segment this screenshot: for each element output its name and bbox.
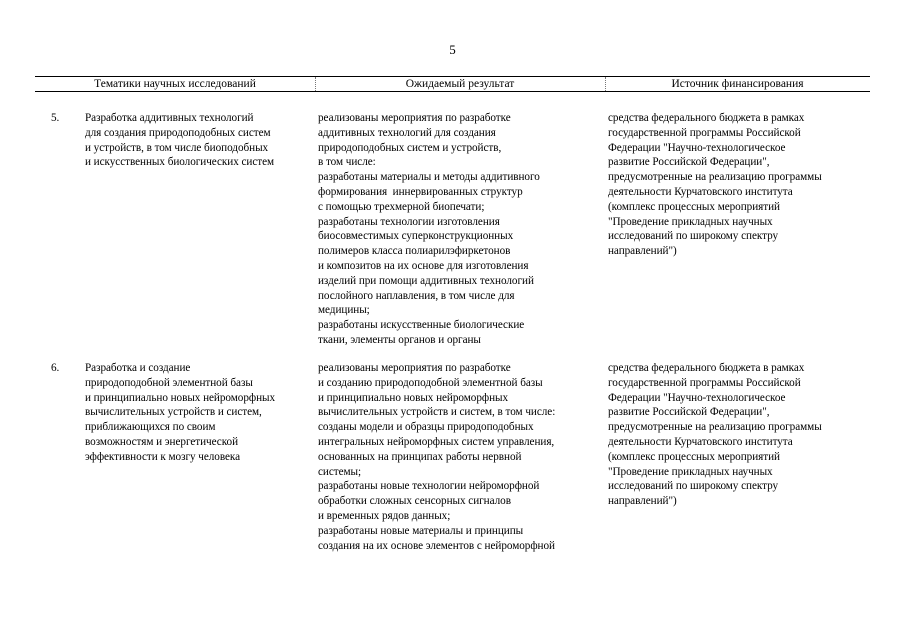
table-header-top-rule: [35, 76, 870, 77]
expected-result: реализованы мероприятия по разработке и созданию природоподобной элементной базы и принципиально новых нейроморфных вычислительных устройств и систем, в том числе: созданы модели и образцы природоподобных интегральных нейроморфных систем управления, основанных на принципах работы нервной системы; разработаны новые технологии нейроморфной обработки сложных сенсорных сигналов и временных рядов данных; разработаны новые материалы и принципы создания на их основе элементов с нейроморфной: [318, 362, 556, 552]
funding-source: средства федерального бюджета в рамках государственной программы Российской Федерации "Научно-технологическое развитие Российской Федерации", предусмотренные на реализацию программы деятельности Курчатовского института (комплекс процессных мероприятий "Проведение прикладных научных исследований по широкому спектру направлений"): [608, 112, 822, 258]
research-topic: Разработка и создание природоподобной элементной базы и принципиально новых нейроморфных вычислительных устройств и систем, приближающихся по своим возможностям и энергетической эффективности к мозгу человека: [85, 362, 276, 463]
row-number: 5.: [51, 112, 60, 124]
column-header-result: Ожидаемый результат: [405, 78, 515, 90]
funding-source: средства федерального бюджета в рамках государственной программы Российской Федерации "Научно-технологическое развитие Российской Федерации", предусмотренные на реализацию программы деятельности Курчатовского института (комплекс процессных мероприятий "Проведение прикладных научных исследований по широкому спектру направлений"): [608, 362, 822, 508]
table-header-bottom-rule: [35, 91, 870, 92]
expected-result: реализованы мероприятия по разработке аддитивных технологий для создания природоподобных систем и устройств, в том числе: разработаны материалы и методы аддитивного формирования иннервированных структур с помощью трехмерной биопечати; разработаны технологии изготовления биосовместимых суперконструкционных полимеров класса полиарилэфиркетонов и композитов на их основе для изготовления изделий при помощи аддитивных технологий послойного наплавления, в том числе для медицины; разработаны искусственные биологические ткани, элементы органов и органы: [318, 112, 540, 346]
column-header-topics: Тематики научных исследований: [94, 78, 256, 90]
research-topic: Разработка аддитивных технологий для создания природоподобных систем и устройств, в том числе биоподобных и искусственных биологических систем: [85, 112, 275, 169]
row-number: 6.: [51, 362, 60, 374]
page-number: 5: [449, 42, 456, 57]
column-header-source: Источник финансирования: [671, 78, 804, 90]
